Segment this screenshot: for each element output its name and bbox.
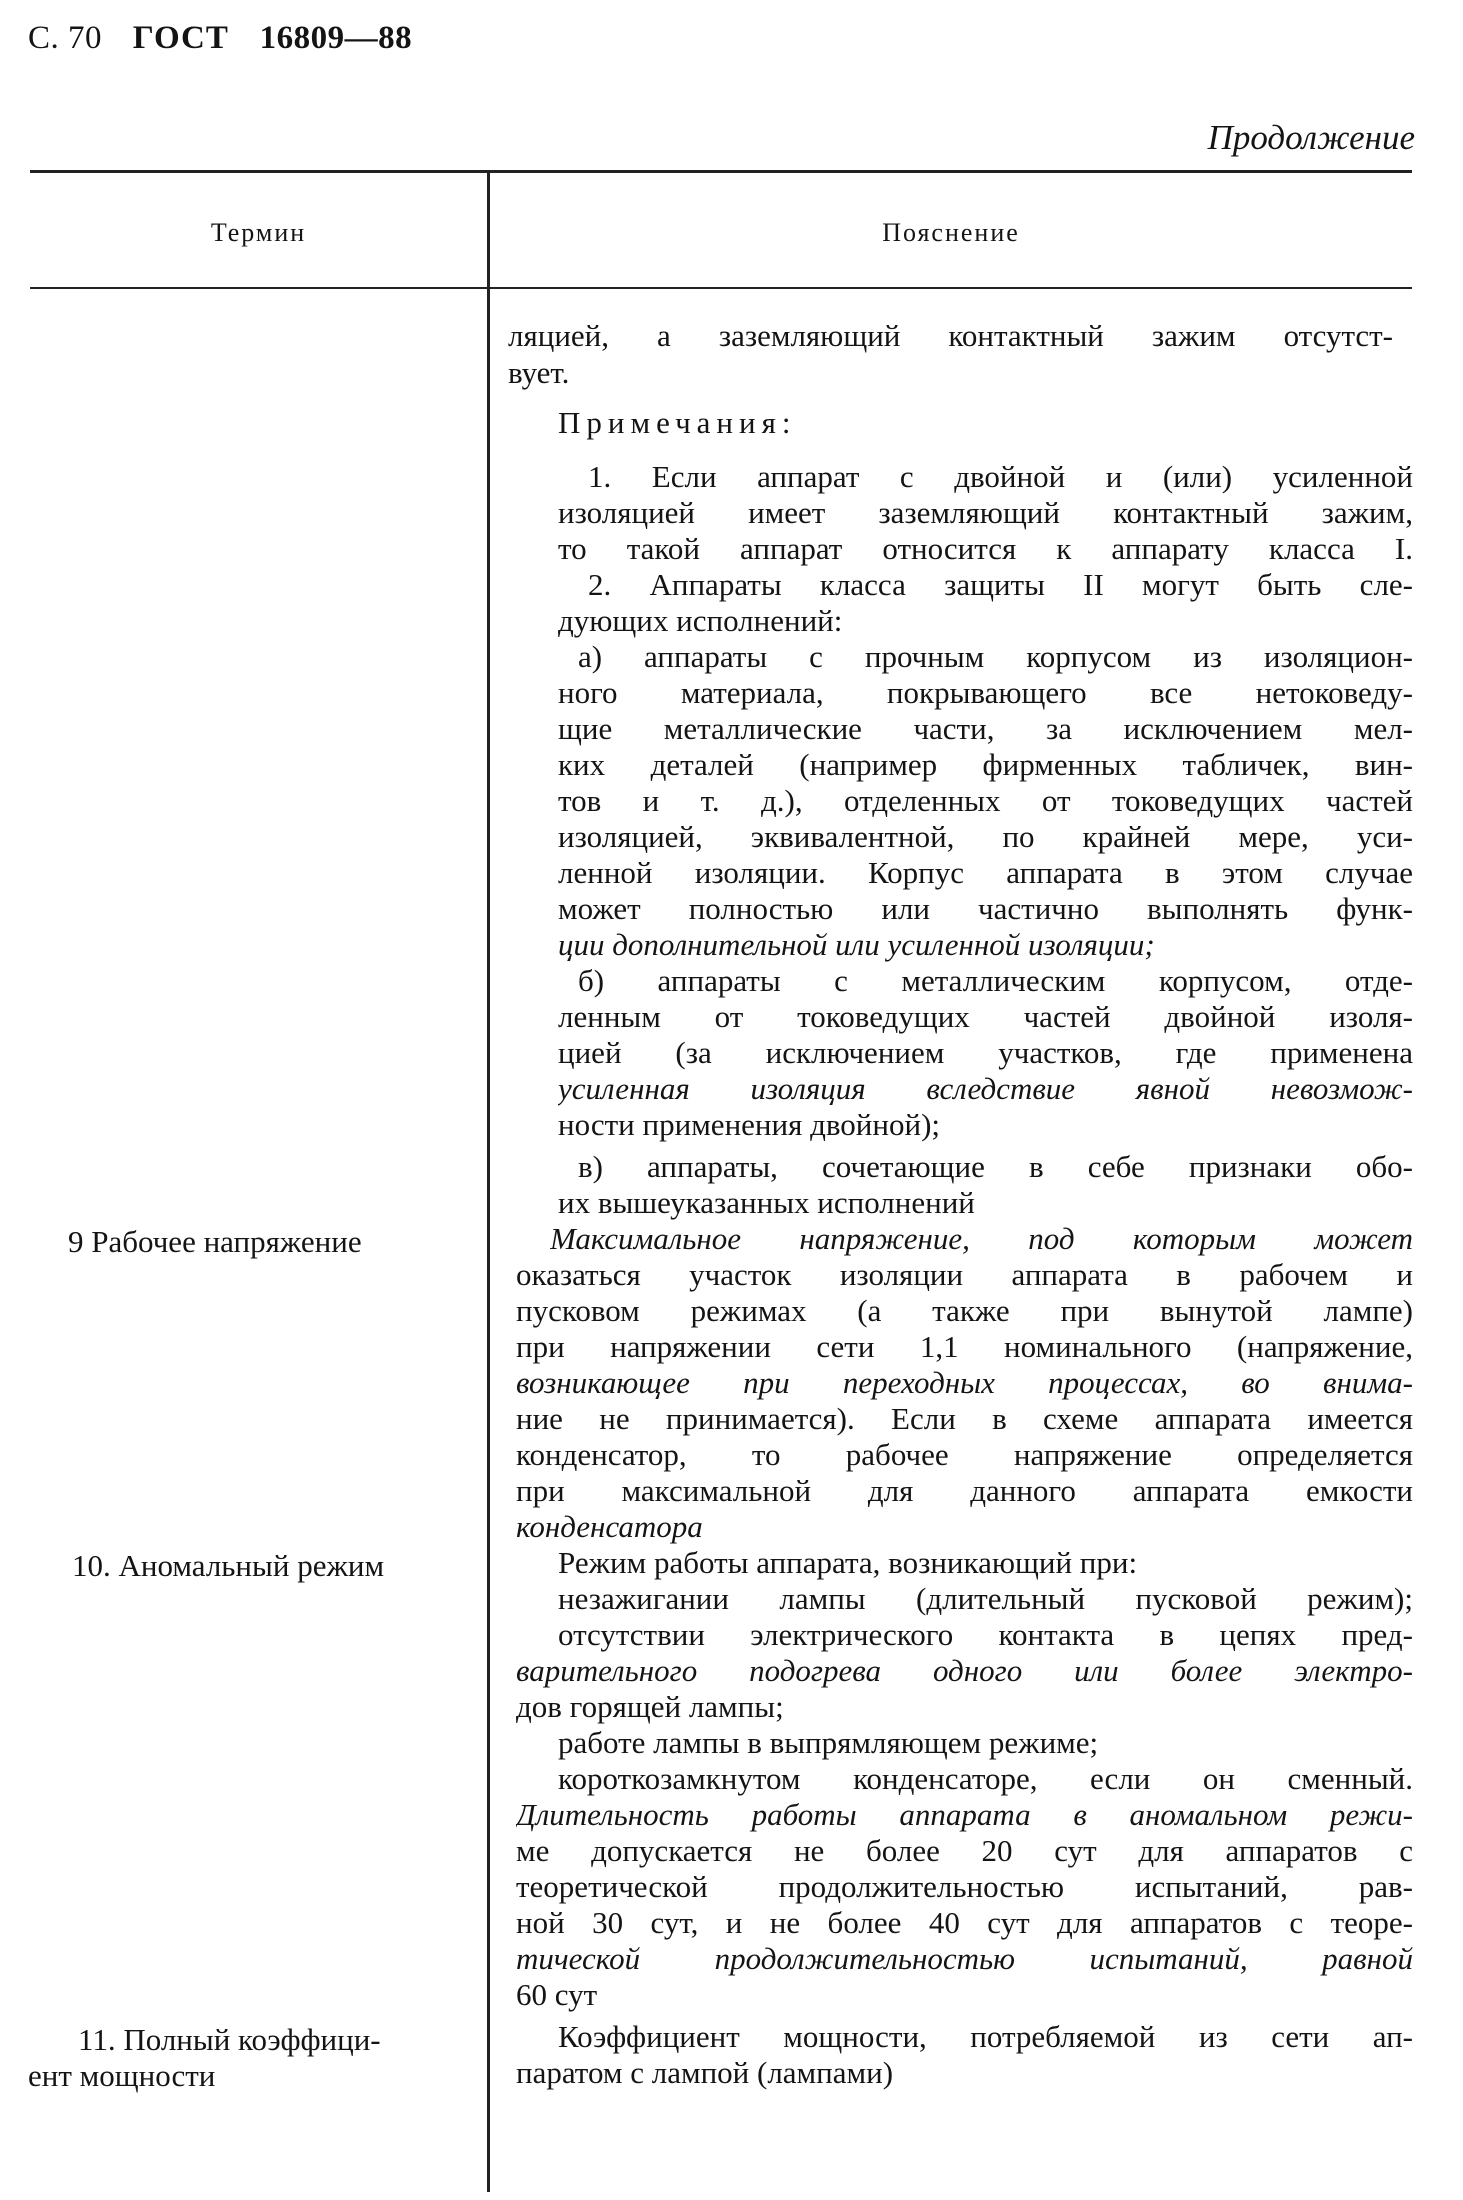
explanation-line: при напряжении сети 1,1 номинального (напряжение, (516, 1329, 1413, 1364)
explanation-line: изоляцией, эквивалентной, по крайней мере, уси- (558, 819, 1413, 854)
page-number: С. 70 (28, 20, 103, 56)
column-header-explanation: Пояснение (882, 218, 1020, 247)
term-power-factor: 11. Полный коэффици- (78, 2022, 381, 2057)
explanation-line: теоретической продолжительностью испытаний, рав- (516, 1869, 1413, 1904)
explanation-line: конденсатора (516, 1509, 703, 1544)
explanation-line: пусковом режимах (а также при вынутой лампе) (516, 1293, 1413, 1328)
term-abnormal-mode: 10. Аномальный режим (72, 1548, 385, 1583)
continuation-label: Продолжение (1207, 118, 1415, 157)
explanation-line: вует. (508, 355, 570, 390)
explanation-line: Коэффициент мощности, потребляемой из сети ап- (558, 2019, 1413, 2054)
explanation-line: изоляцией имеет заземляющий контактный зажим, (558, 495, 1413, 530)
explanation-line: ние не принимается). Если в схеме аппарата имеется (516, 1401, 1413, 1436)
explanation-line: дов горящей лампы; (516, 1689, 784, 1724)
explanation-line: тической продолжительностью испытаний, равной (516, 1941, 1413, 1976)
column-header-term: Термин (210, 218, 307, 247)
explanation-line: тов и т. д.), отделенных от токоведущих частей (558, 783, 1413, 818)
explanation-line: ции дополнительной или усиленной изоляции; (558, 927, 1155, 962)
explanation-line: а) аппараты с прочным корпусом из изоляцион- (578, 639, 1413, 674)
table-column-divider (487, 172, 490, 2192)
standard-label: ГОСТ (132, 20, 229, 56)
explanation-line: незажигании лампы (длительный пусковой режим); (558, 1581, 1413, 1616)
term-power-factor-cont: ент мощности (28, 2058, 216, 2093)
explanation-line: усиленная изоляция вследствие явной невозмож- (558, 1071, 1413, 1106)
explanation-line: 1. Если аппарат с двойной и (или) усиленной (588, 459, 1413, 494)
explanation-line: ленным от токоведущих частей двойной изоля- (558, 999, 1413, 1034)
explanation-line: ности применения двойной); (558, 1107, 941, 1142)
page-header (28, 20, 412, 57)
explanation-line: щие металлические части, за исключением мел- (558, 711, 1413, 746)
explanation-line: их вышеуказанных исполнений (558, 1185, 975, 1220)
explanation-line: дующих исполнений: (558, 603, 843, 638)
explanation-line: 2. Аппараты класса защиты II могут быть сле- (588, 567, 1413, 602)
explanation-line: Длительность работы аппарата в аномальном режи- (516, 1797, 1413, 1832)
explanation-line: 60 сут (516, 1977, 598, 2012)
explanation-line: ного материала, покрывающего все нетоковеду- (558, 675, 1413, 710)
explanation-line: оказаться участок изоляции аппарата в рабочем и (516, 1257, 1413, 1292)
table-header-rule (30, 287, 1412, 289)
explanation-line: работе лампы в выпрямляющем режиме; (558, 1725, 1099, 1760)
explanation-line: при максимальной для данного аппарата емкости (516, 1473, 1413, 1508)
explanation-line: ленной изоляции. Корпус аппарата в этом случае (558, 855, 1413, 890)
explanation-line: ной 30 сут, и не более 40 сут для аппаратов с теоре- (516, 1905, 1413, 1940)
explanation-line: конденсатор, то рабочее напряжение определяется (516, 1437, 1413, 1472)
explanation-line: в) аппараты, сочетающие в себе признаки обо- (578, 1149, 1413, 1184)
table-top-rule (30, 170, 1412, 173)
explanation-line: Режим работы аппарата, возникающий при: (558, 1545, 1138, 1580)
explanation-line: то такой аппарат относится к аппарату класса I. (558, 531, 1413, 566)
explanation-line: ляцией, а заземляющий контактный зажим отсутст- (508, 318, 1393, 353)
explanation-line: Максимальное напряжение, под которым может (550, 1221, 1413, 1256)
explanation-line: может полностью или частично выполнять функ- (558, 891, 1413, 926)
explanation-line: ме допускается не более 20 сут для аппаратов с (516, 1833, 1413, 1868)
explanation-line: цией (за исключением участков, где применена (558, 1035, 1413, 1070)
standard-number: 16809—88 (259, 20, 413, 56)
explanation-line: паратом с лампой (лампами) (516, 2055, 894, 2090)
explanation-line: б) аппараты с металлическим корпусом, отде- (578, 963, 1413, 998)
explanation-line: отсутствии электрического контакта в цепях пред- (558, 1617, 1413, 1652)
explanation-line: варительного подогрева одного или более электро- (516, 1653, 1413, 1688)
explanation-line: ких деталей (например фирменных табличек, вин- (558, 747, 1413, 782)
explanation-line: короткозамкнутом конденсаторе, если он сменный. (558, 1761, 1413, 1796)
term-working-voltage: 9 Рабочее напряжение (68, 1224, 362, 1259)
explanation-line: возникающее при переходных процессах, во внима- (516, 1365, 1413, 1400)
notes-heading: Примечания: (558, 405, 797, 440)
